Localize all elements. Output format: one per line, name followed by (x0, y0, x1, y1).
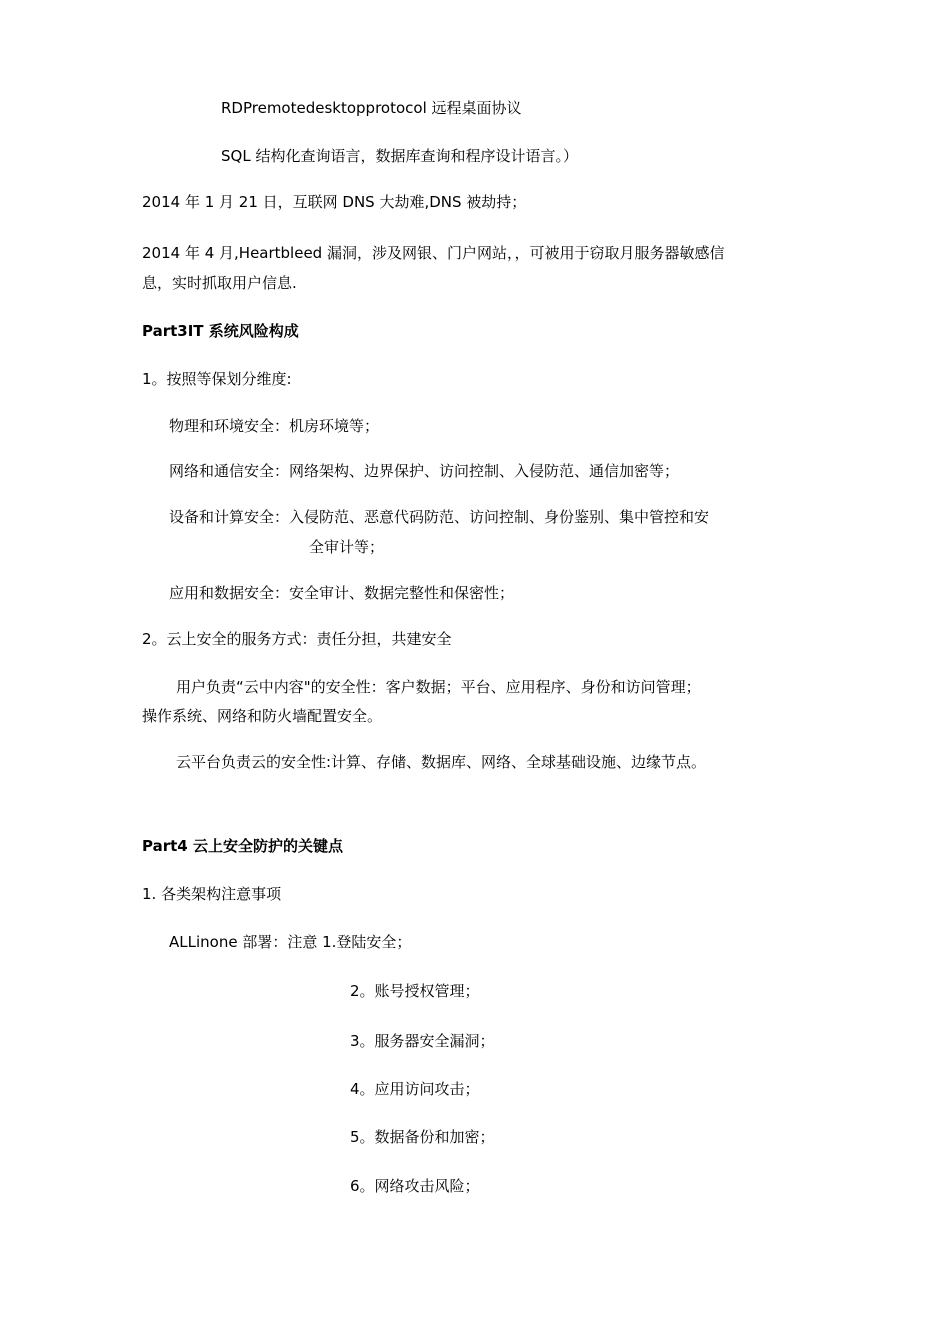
rdp-definition: RDPremotedesktopprotocol 远程桌面协议 (221, 99, 522, 117)
list-item: 5。数据备份和加密； (350, 1128, 495, 1146)
list-item: 4。应用访问攻击； (350, 1080, 480, 1098)
device-security-line1: 设备和计算安全：入侵防范、恶意代码防范、访问控制、身份鉴别、集中管控和安 (169, 508, 710, 526)
list-item: 2。账号授权管理； (350, 982, 480, 1000)
part3-item2: 2。云上安全的服务方式：责任分担，共建安全 (142, 630, 452, 648)
allinone-deployment: ALLinone 部署：注意 1.登陆安全； (169, 933, 412, 951)
network-security: 网络和通信安全：网络架构、边界保护、访问控制、入侵防范、通信加密等； (169, 462, 680, 480)
physical-security: 物理和环境安全：机房环境等； (169, 417, 380, 435)
heartbleed-event-line2: 息，实时抓取用户信息. (142, 274, 297, 292)
application-security: 应用和数据安全：安全审计、数据完整性和保密性； (169, 584, 515, 602)
user-responsibility-line2: 操作系统、网络和防火墙配置安全。 (142, 707, 383, 725)
sql-definition: SQL 结构化查询语言，数据库查询和程序设计语言。） (221, 147, 578, 165)
dns-event: 2014 年 1 月 21 日，互联网 DNS 大劫难,DNS 被劫持； (142, 193, 527, 211)
list-item: 6。网络攻击风险； (350, 1177, 480, 1195)
part4-item1: 1. 各类架构注意事项 (142, 885, 282, 903)
part3-heading: Part3IT 系统风险构成 (142, 322, 299, 340)
part4-heading: Part4 云上安全防护的关键点 (142, 837, 343, 855)
heartbleed-event-line1: 2014 年 4 月,Heartbleed 漏洞，涉及网银、门户网站，，可被用于窃取月服务器敏感信 (142, 244, 725, 262)
part3-item1: 1。按照等保划分维度: (142, 370, 292, 388)
user-responsibility-line1: 用户负责“云中内容"的安全性：客户数据；平台、应用程序、身份和访问管理； (176, 678, 701, 696)
cloud-responsibility: 云平台负责云的安全性:计算、存储、数据库、网络、全球基础设施、边缘节点。 (176, 753, 707, 771)
device-security-line2: 全审计等； (309, 538, 385, 556)
list-item: 3。服务器安全漏洞； (350, 1032, 495, 1050)
